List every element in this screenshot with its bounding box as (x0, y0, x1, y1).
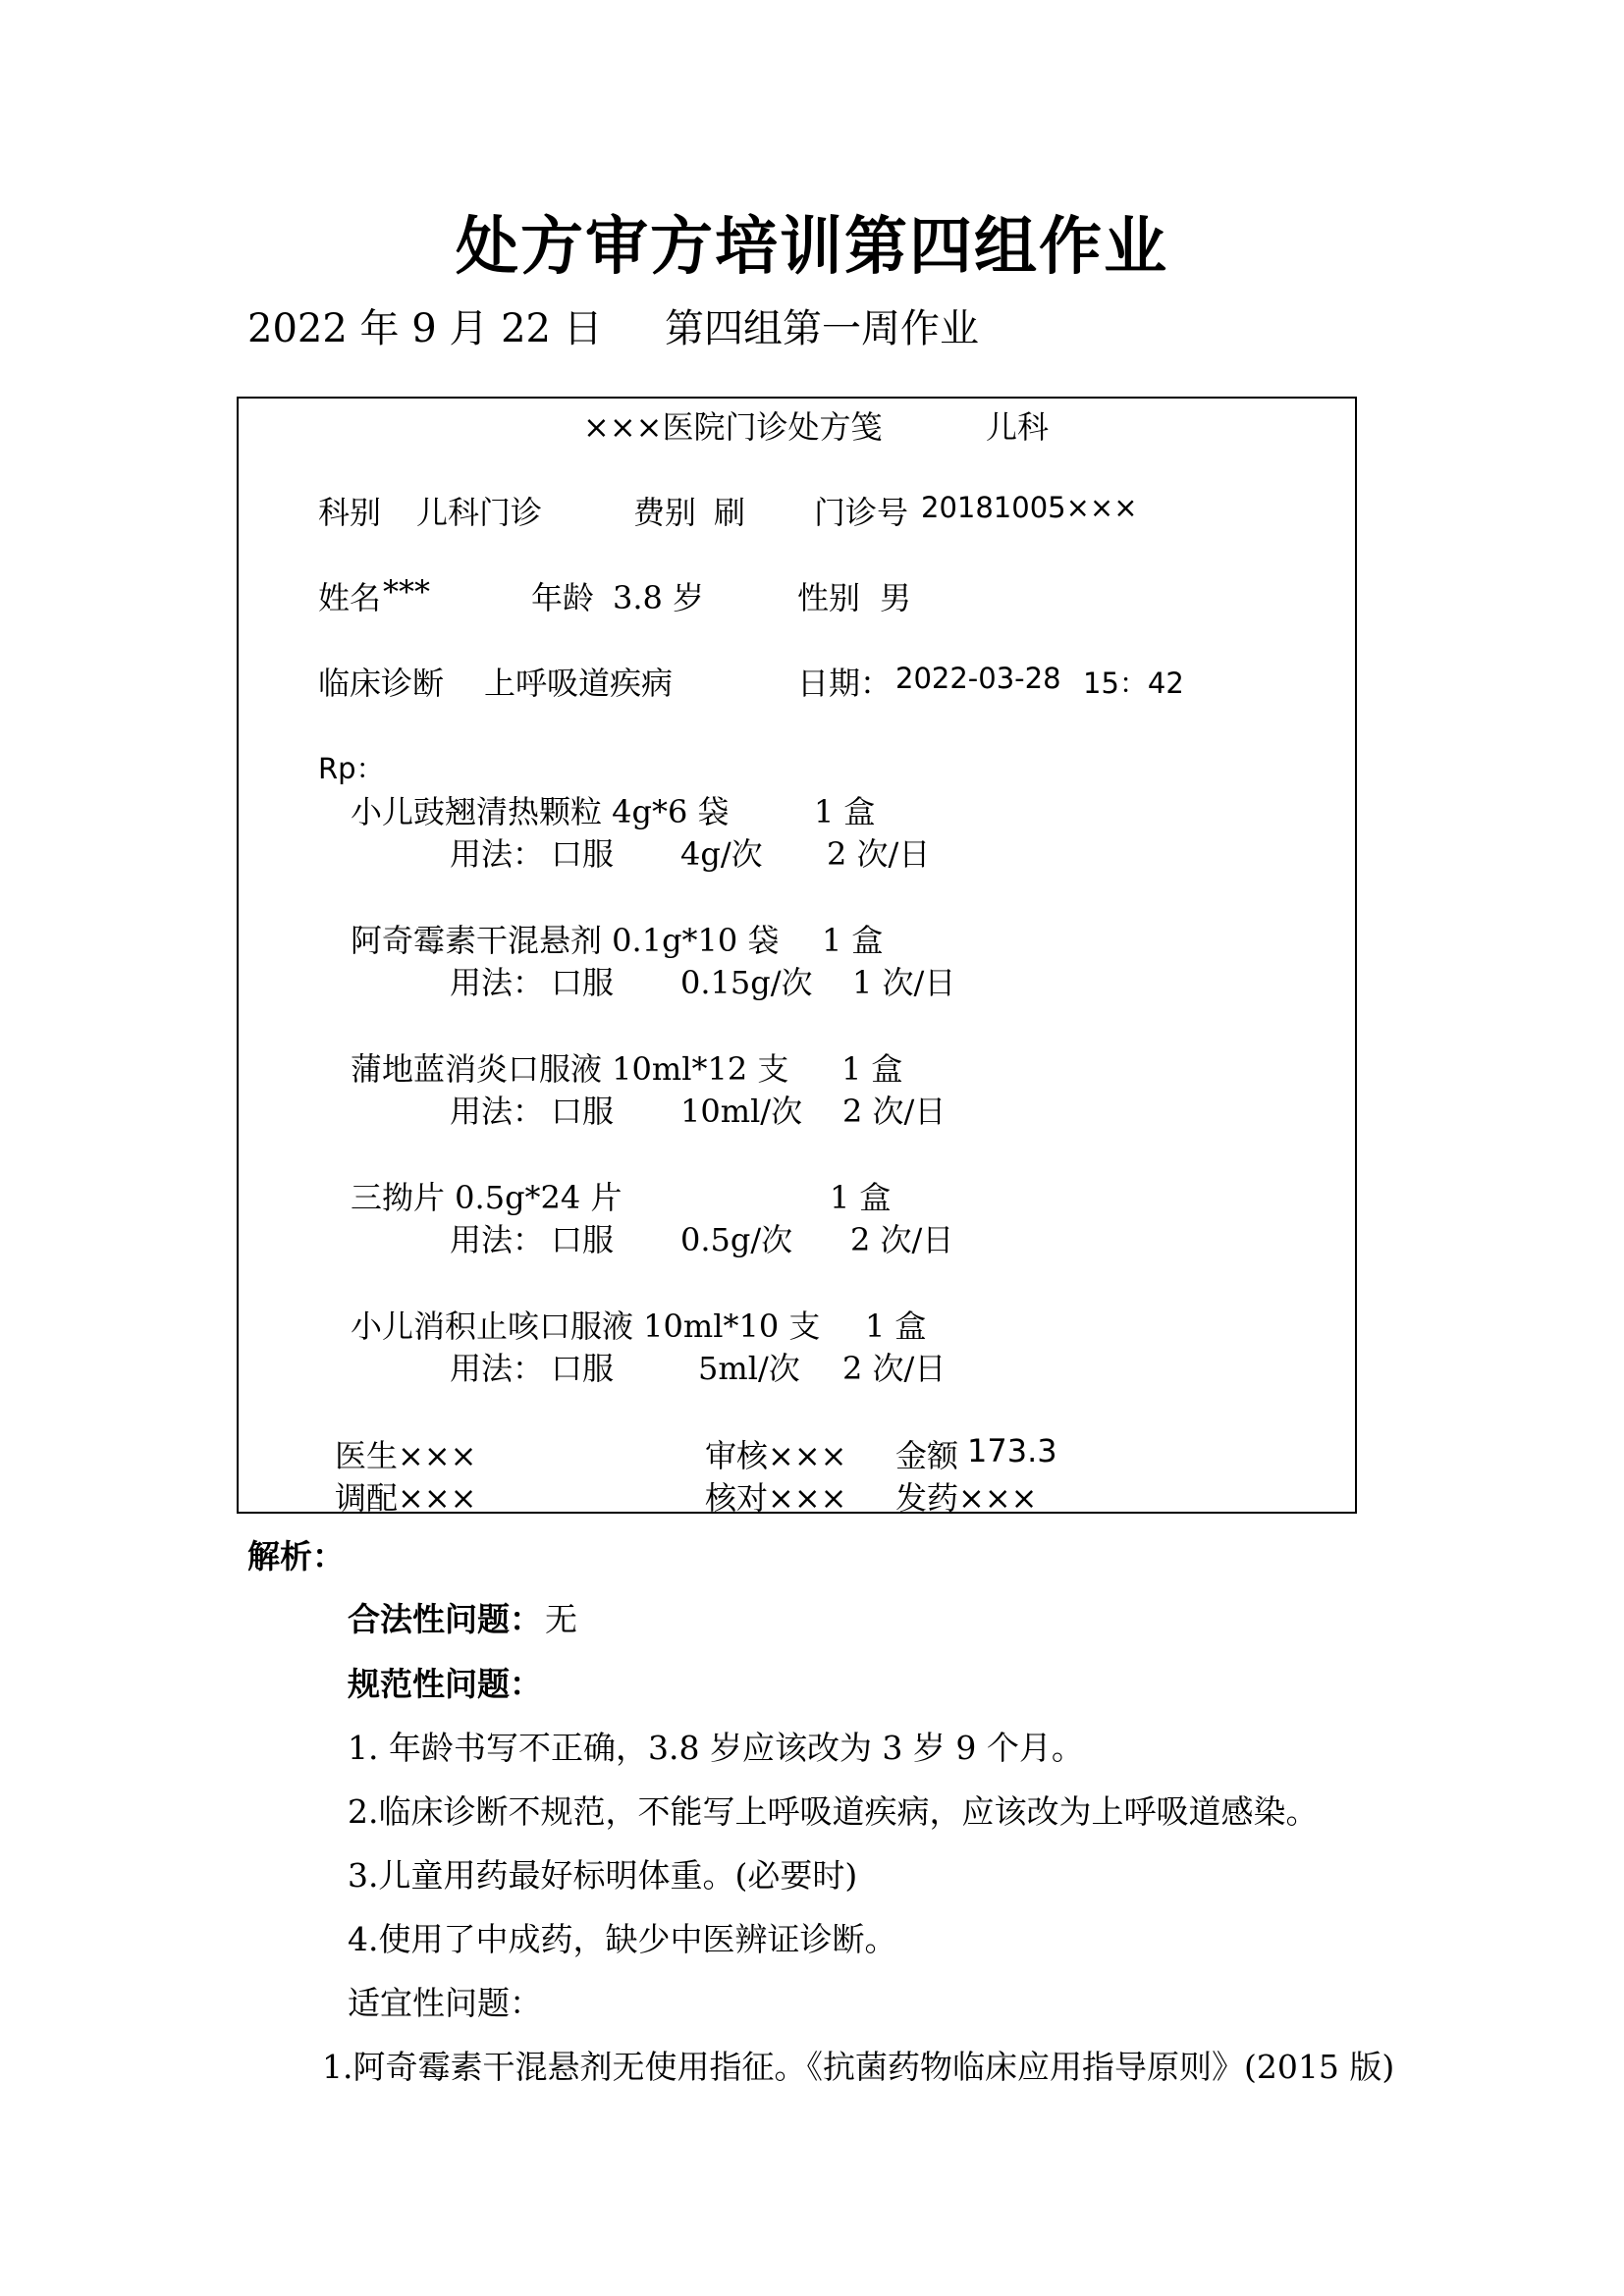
drug-frequency: 2 次/日 (850, 1221, 954, 1258)
drug-frequency: 2 次/日 (842, 1350, 947, 1387)
drug-dose: 10ml/次 (680, 1093, 803, 1130)
drug-name: 三拗片 0.5g*24 片 (351, 1179, 623, 1216)
document-subtitle: 第四组第一周作业 (665, 306, 979, 351)
document-date: 2022 年 9 月 22 日 (247, 306, 603, 351)
drug-quantity: 1 盒 (814, 793, 876, 830)
drug-name: 小儿豉翘清热颗粒 4g*6 袋 (351, 793, 730, 830)
sex-label: 性别 (797, 579, 861, 616)
legality-label: 合法性问题： (348, 1600, 542, 1638)
sex-value: 男 (880, 579, 912, 616)
usage-label: 用法： (450, 964, 545, 1001)
page-title: 处方审方培训第四组作业 (456, 210, 1168, 284)
usage-label: 用法： (450, 835, 545, 873)
clinic-number-value: 20181005××× (921, 491, 1138, 524)
drug-frequency: 2 次/日 (827, 835, 931, 873)
suitability-label: 适宜性问题： (348, 1984, 542, 2022)
drug-route: 口服 (551, 1093, 615, 1130)
drug-quantity: 1 盒 (865, 1308, 927, 1345)
norm-item: 2.临床诊断不规范，不能写上呼吸道疾病，应该改为上呼吸道感染。 (348, 1792, 1319, 1831)
suitability-item: 1.阿奇霉素干混悬剂无使用指征。《抗菌药物临床应用指导原则》(2015 版) (322, 2048, 1395, 2086)
drug-route: 口服 (551, 1221, 615, 1258)
drug-name: 小儿消积止咳口服液 10ml*10 支 (351, 1308, 821, 1345)
legality-value: 无 (545, 1600, 577, 1638)
drug-quantity: 1 盒 (841, 1050, 903, 1088)
diagnosis-label: 临床诊断 (318, 665, 445, 702)
usage-label: 用法： (450, 1350, 545, 1387)
usage-label: 用法： (450, 1093, 545, 1130)
analysis-heading: 解析： (247, 1537, 345, 1575)
dispenser-signature: 调配××× (335, 1479, 477, 1517)
fee-value: 刷 (714, 494, 746, 531)
date-label: 日期： (797, 665, 893, 702)
amount-value: 173.3 (967, 1432, 1057, 1469)
department-value: 儿科门诊 (416, 494, 543, 531)
drug-name: 阿奇霉素干混悬剂 0.1g*10 袋 (351, 922, 780, 959)
fee-label: 费别 (633, 494, 697, 531)
norm-label: 规范性问题： (348, 1665, 542, 1703)
drug-dose: 4g/次 (680, 835, 763, 873)
drug-route: 口服 (551, 964, 615, 1001)
drug-dose: 0.15g/次 (680, 964, 813, 1001)
amount-label: 金额 (895, 1437, 959, 1474)
name-label: 姓名 (318, 579, 382, 616)
checker-signature: 核对××× (705, 1479, 847, 1517)
norm-item: 4.使用了中成药，缺少中医辨证诊断。 (348, 1920, 897, 1958)
department-label: 科别 (318, 494, 382, 531)
norm-item: 1. 年龄书写不正确，3.8 岁应该改为 3 岁 9 个月。 (348, 1729, 1084, 1767)
age-label: 年龄 (531, 579, 595, 616)
name-value: *** (383, 573, 430, 611)
department-tag: 儿科 (986, 408, 1050, 446)
doctor-signature: 医生××× (335, 1437, 477, 1474)
age-value: 3.8 岁 (613, 579, 705, 616)
hospital-name: ×××医院门诊处方笺 (583, 408, 883, 446)
drug-quantity: 1 盒 (822, 922, 884, 959)
prescription-date: 2022-03-28 (895, 662, 1061, 695)
drug-name: 蒲地蓝消炎口服液 10ml*12 支 (351, 1050, 789, 1088)
drug-frequency: 1 次/日 (852, 964, 956, 1001)
drug-dose: 0.5g/次 (680, 1221, 793, 1258)
usage-label: 用法： (450, 1221, 545, 1258)
rp-label: Rp： (318, 752, 385, 785)
drug-dose: 5ml/次 (698, 1350, 800, 1387)
norm-item: 3.儿童用药最好标明体重。(必要时) (348, 1856, 858, 1895)
prescription-time: 15：42 (1083, 667, 1184, 700)
reviewer-signature: 审核××× (705, 1437, 847, 1474)
drug-frequency: 2 次/日 (842, 1093, 947, 1130)
clinic-number-label: 门诊号 (814, 494, 909, 531)
drug-route: 口服 (551, 1350, 615, 1387)
issuer-signature: 发药××× (895, 1479, 1038, 1517)
drug-route: 口服 (551, 835, 615, 873)
drug-quantity: 1 盒 (830, 1179, 892, 1216)
diagnosis-value: 上呼吸道疾病 (484, 665, 674, 702)
